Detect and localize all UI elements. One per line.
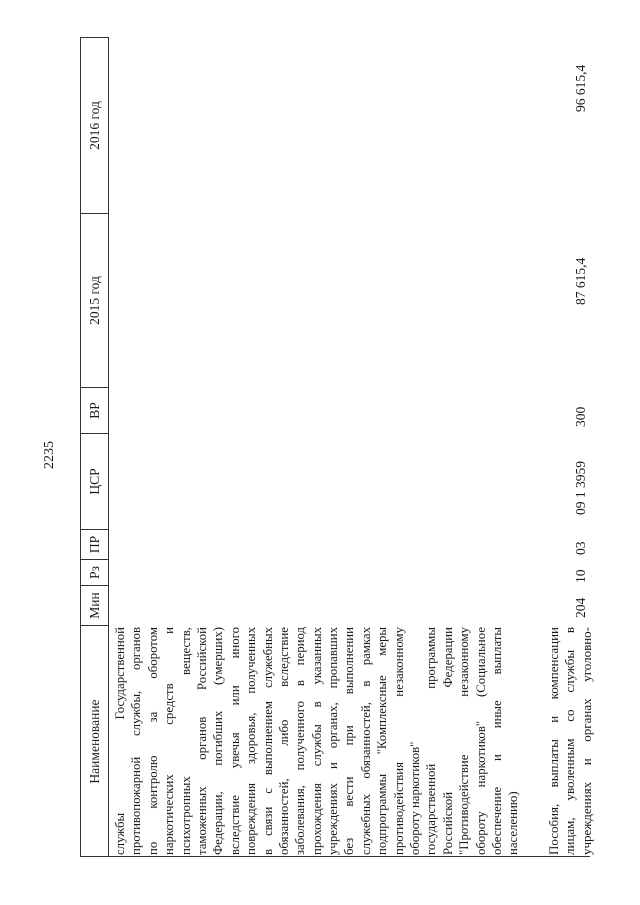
row1-name-line: обороту наркотиков" — [408, 741, 423, 855]
row1-name-line: наркотических средств и — [162, 627, 177, 855]
row1-name-line: государственной программы — [424, 627, 439, 855]
header-min: Мин — [81, 585, 108, 625]
row1-name-line: населению) — [506, 791, 521, 855]
header-rz: Рз — [81, 559, 108, 585]
row1-name-line: противопожарной службы, органов — [129, 627, 144, 855]
row1-2016: 96 615,4 — [573, 64, 588, 112]
row1-name-line: вследствие увечья или иного — [227, 627, 242, 855]
row1-2015: 87 615,4 — [573, 257, 588, 305]
table-left-border — [80, 856, 590, 857]
row2-name-line: Пособия, выплаты и компенсации — [546, 627, 561, 855]
row1-name-line: Российской Федерации — [440, 627, 455, 855]
row1-name-line: службы Государственной — [113, 627, 127, 855]
row2-name-line: учреждениях и органах уголовно- — [578, 627, 594, 855]
row1-name-line: заболевания, полученного в период — [293, 627, 308, 855]
row1-name-line: прохождения службы в указанных — [309, 627, 324, 855]
row1-name-line: обеспечение и иные выплаты — [489, 627, 504, 855]
row1-name-line: повреждения здоровья, полученных — [244, 627, 259, 855]
row1-name-line: по контролю за оборотом — [145, 627, 160, 855]
row1-name-line: в связи с выполнением служебных — [260, 627, 275, 855]
header-bottom-border — [108, 37, 109, 857]
row2-name — [546, 627, 595, 855]
header-vr: ВР — [81, 387, 108, 433]
row1-rz: 10 — [573, 569, 588, 583]
row1-name-line: "Противодействие незаконному — [457, 627, 472, 855]
row1-name-line: учреждениях и органах, пропавших — [326, 627, 341, 855]
row1-csr: 09 1 3959 — [573, 461, 588, 515]
row1-name-line: без вести при выполнении — [342, 627, 357, 855]
row1-min: 204 — [573, 597, 588, 618]
page-number: 2235 — [42, 441, 57, 469]
row1-name — [112, 627, 522, 855]
header-name: Наименование — [81, 625, 108, 857]
row1-name-line: Федерации, погибших (умерших) — [211, 627, 226, 855]
header-csr: ЦСР — [81, 433, 108, 529]
row1-vr: 300 — [573, 406, 588, 427]
row1-pr: 03 — [573, 541, 588, 555]
row1-name-line: обязанностей, либо вследствие — [276, 627, 291, 855]
row1-name-line: психотропных веществ, — [178, 627, 193, 855]
row1-name-line: обороту наркотиков" (Социальное — [473, 627, 488, 855]
row1-name-line: таможенных органов Российской — [194, 627, 209, 855]
header-pr: ПР — [81, 529, 108, 559]
row1-name-line: служебных обязанностей, в рамках — [358, 627, 373, 855]
row1-name-line: противодействия незаконному — [391, 627, 406, 855]
header-2016: 2016 год — [81, 37, 108, 213]
row2-name-line: лицам, уволенным со службы в — [562, 627, 578, 855]
row1-name-line: подпрограммы "Комплексные меры — [375, 627, 390, 855]
header-2015: 2015 год — [81, 213, 108, 387]
